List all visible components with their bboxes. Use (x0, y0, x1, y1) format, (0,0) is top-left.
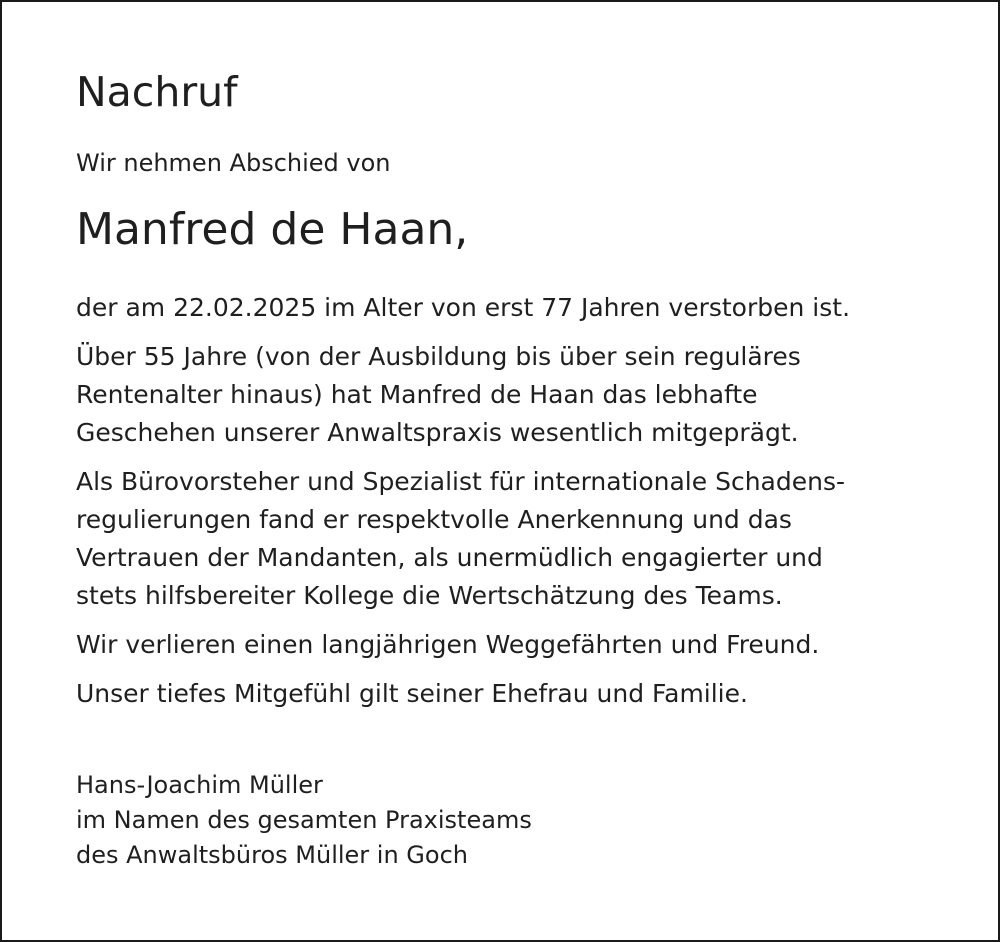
paragraph-condolence (76, 675, 956, 713)
signature-line-2: im Namen des gesamten Praxisteams (76, 806, 532, 834)
text-line: Wir verlieren einen langjährigen Weggefährten und Freund. (76, 630, 820, 659)
text-line: Über 55 Jahre (von der Ausbildung bis über sein reguläres (76, 342, 801, 371)
text-line: Geschehen unserer Anwaltspraxis wesentlich mitgeprägt. (76, 418, 799, 447)
paragraph-role (76, 463, 956, 615)
text-line: der am 22.02.2025 im Alter von erst 77 Jahren verstorben ist. (76, 293, 851, 322)
intro-text: Wir nehmen Abschied von (76, 149, 391, 177)
text-line: Als Bürovorsteher und Spezialist für internationale Schadens- (76, 467, 845, 496)
text-line: stets hilfsbereiter Kollege die Wertschätzung des Teams. (76, 581, 783, 610)
signature-block (76, 768, 532, 873)
notice-body (76, 289, 956, 724)
paragraph-loss (76, 626, 956, 664)
notice-heading: Nachruf (76, 68, 238, 116)
signature-line-3: des Anwaltsbüros Müller in Goch (76, 841, 468, 869)
signature-name: Hans-Joachim Müller (76, 771, 323, 799)
deceased-name: Manfred de Haan, (76, 204, 469, 255)
paragraph-career (76, 338, 956, 452)
text-line: regulierungen fand er respektvolle Anerkennung und das (76, 505, 792, 534)
text-line: Vertrauen der Mandanten, als unermüdlich engagierter und (76, 543, 823, 572)
text-line: Unser tiefes Mitgefühl gilt seiner Ehefrau und Familie. (76, 679, 748, 708)
paragraph-death-date (76, 289, 956, 327)
text-line: Rentenalter hinaus) hat Manfred de Haan das lebhafte (76, 380, 758, 409)
